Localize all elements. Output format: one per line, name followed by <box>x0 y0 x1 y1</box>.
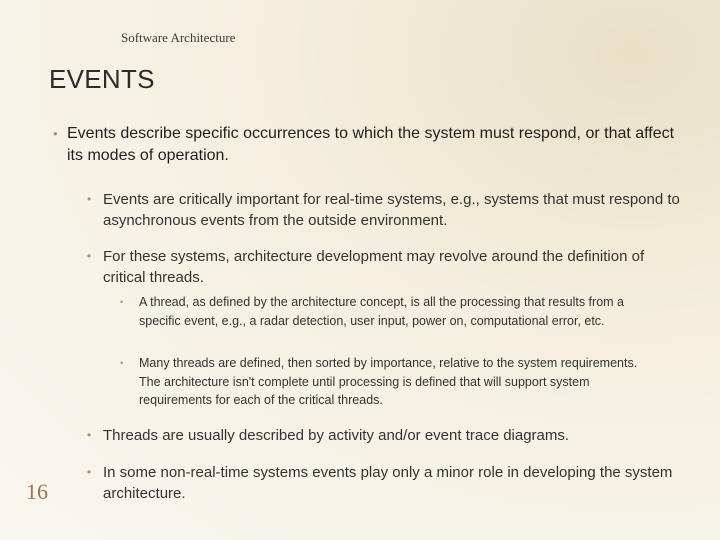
bullet-level2 <box>87 246 683 288</box>
bullet-text: Events are critically important for real-time systems, e.g., systems that must respond to asynchronous events from the outside environment. <box>103 191 680 229</box>
slide-title: EVENTS <box>49 64 155 94</box>
bullet-dot-icon: • <box>87 249 92 263</box>
header-text: Software Architecture <box>121 30 236 45</box>
bullet-level1 <box>53 123 687 167</box>
bullet-dot-icon: • <box>87 192 92 206</box>
bullet-text: For these systems, architecture development may revolve around the definition of critical threads. <box>103 248 645 286</box>
bullet-text: Threads are usually described by activity and/or event trace diagrams. <box>103 427 570 444</box>
bullet-level2 <box>87 462 683 504</box>
bullet-level3 <box>120 354 659 410</box>
bullet-level3 <box>120 293 659 330</box>
bullet-text: Events describe specific occurrences to which the system must respond, or that affect its modes of operation. <box>67 125 675 164</box>
bullet-text: A thread, as defined by the architecture concept, is all the processing that results from a specific event, e.g., a radar detection, user input, power on, computational error, etc. <box>139 295 624 328</box>
bullet-level2 <box>87 425 683 446</box>
bullet-dot-icon: • <box>87 465 92 479</box>
bullet-dot-icon: • <box>53 126 58 141</box>
bullet-text: In some non-real-time systems events play only a minor role in developing the system architecture. <box>103 464 673 502</box>
bullet-dot-icon: • <box>120 358 124 368</box>
page-number: 16 <box>26 479 48 504</box>
bullet-text: Many threads are defined, then sorted by importance, relative to the system requirements. The architecture isn't complete until processing is defined that will support system requirements for each of the critical threads. <box>139 356 638 407</box>
bullet-dot-icon: • <box>120 297 124 307</box>
bullet-dot-icon: • <box>87 428 92 442</box>
bullet-level2 <box>87 189 683 231</box>
